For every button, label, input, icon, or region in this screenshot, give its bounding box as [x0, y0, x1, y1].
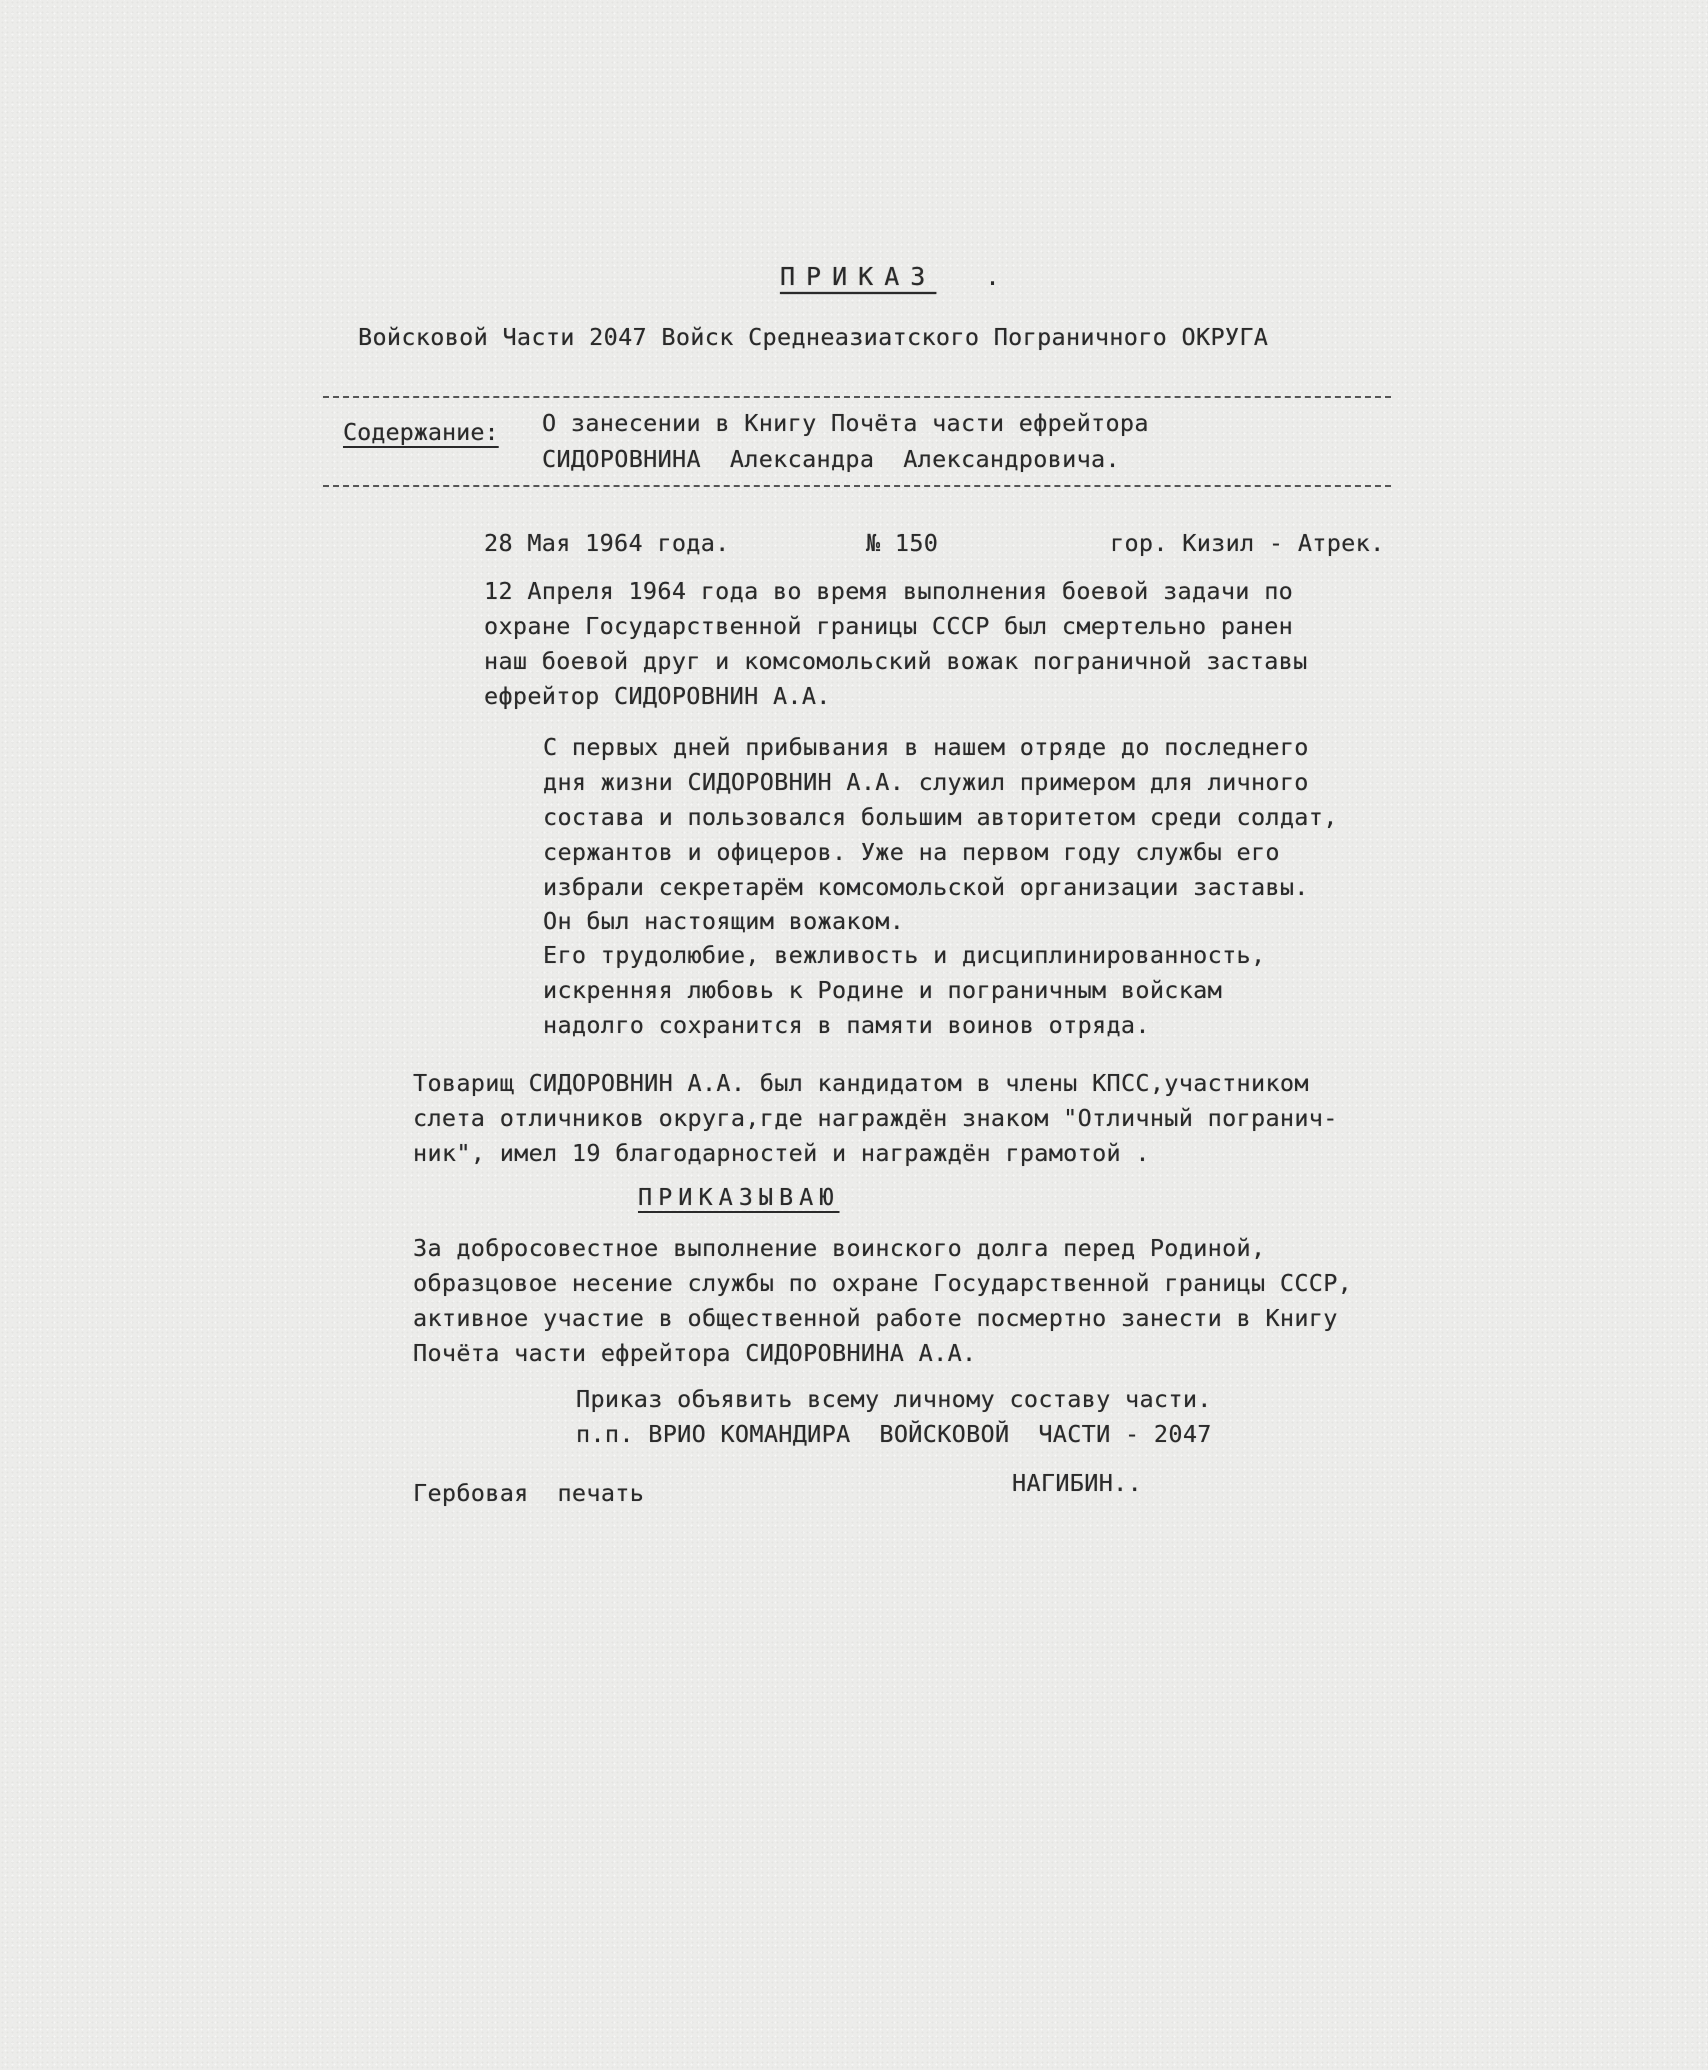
- top-divider: [323, 396, 1391, 398]
- para3-line: Товарищ СИДОРОВНИН А.А. был кандидатом в члены КПСС,участником: [413, 1069, 1309, 1097]
- order-date: 28 Мая 1964 года.: [484, 529, 730, 557]
- unit-line: Войсковой Части 2047 Войск Среднеазиатского Пограничного ОКРУГА: [358, 323, 1269, 351]
- para1-line: охране Государственной границы СССР был смертельно ранен: [484, 612, 1294, 640]
- para2-line: С первых дней прибывания в нашем отряде до последнего: [543, 733, 1309, 761]
- para2-line: искренняя любовь к Родине и пограничным войскам: [543, 976, 1223, 1004]
- para2-line: надолго сохранится в памяти воинов отряда.: [543, 1011, 1150, 1039]
- para2-line: дня жизни СИДОРОВНИН А.А. служил примером для личного: [543, 768, 1309, 796]
- para3-line: слета отличников округа,где награждён знаком "Отличный погранич-: [413, 1104, 1338, 1132]
- para2-line: Его трудолюбие, вежливость и дисциплинированность,: [543, 941, 1266, 969]
- signer-name: НАГИБИН..: [1012, 1469, 1143, 1497]
- para1-line: ефрейтор СИДОРОВНИН А.А.: [484, 682, 831, 710]
- document-title-period: .: [985, 262, 1001, 291]
- para2-line: избрали секретарём комсомольской организации заставы.: [543, 873, 1309, 901]
- para1-line: 12 Апреля 1964 года во время выполнения боевой задачи по: [484, 577, 1294, 605]
- announce-line: Приказ объявить всему личному составу части.: [576, 1385, 1212, 1413]
- para4-line: активное участие в общественной работе посмертно занести в Книгу: [413, 1304, 1338, 1332]
- para1-line: наш боевой друг и комсомольский вожак пограничной заставы: [484, 647, 1308, 675]
- para3-line: ник", имел 19 благодарностей и награждён грамотой .: [413, 1139, 1150, 1167]
- content-label: Содержание:: [343, 418, 499, 446]
- order-number: № 150: [866, 529, 939, 557]
- para2-line: сержантов и офицеров. Уже на первом году службы его: [543, 838, 1280, 866]
- signature-title: п.п. ВРИО КОМАНДИРА ВОЙСКОВОЙ ЧАСТИ - 2047: [576, 1420, 1212, 1448]
- para4-line: За добросовестное выполнение воинского долга перед Родиной,: [413, 1234, 1266, 1262]
- seal-note: Гербовая печать: [413, 1479, 645, 1507]
- document-title: ПРИКАЗ: [780, 262, 937, 291]
- order-heading: ПРИКАЗЫВАЮ: [638, 1183, 840, 1211]
- para4-line: Почёта части ефрейтора СИДОРОВНИНА А.А.: [413, 1339, 977, 1367]
- bottom-divider: [323, 485, 1391, 487]
- para2-line: состава и пользовался большим авторитетом среди солдат,: [543, 803, 1338, 831]
- order-place: гор. Кизил - Атрек.: [1110, 529, 1385, 557]
- para4-line: образцовое несение службы по охране Государственной границы СССР,: [413, 1269, 1353, 1297]
- content-line-2: СИДОРОВНИНА Александра Александровича.: [542, 445, 1120, 473]
- content-line-1: О занесении в Книгу Почёта части ефрейтора: [542, 409, 1149, 437]
- para2-line: Он был настоящим вожаком.: [543, 907, 905, 935]
